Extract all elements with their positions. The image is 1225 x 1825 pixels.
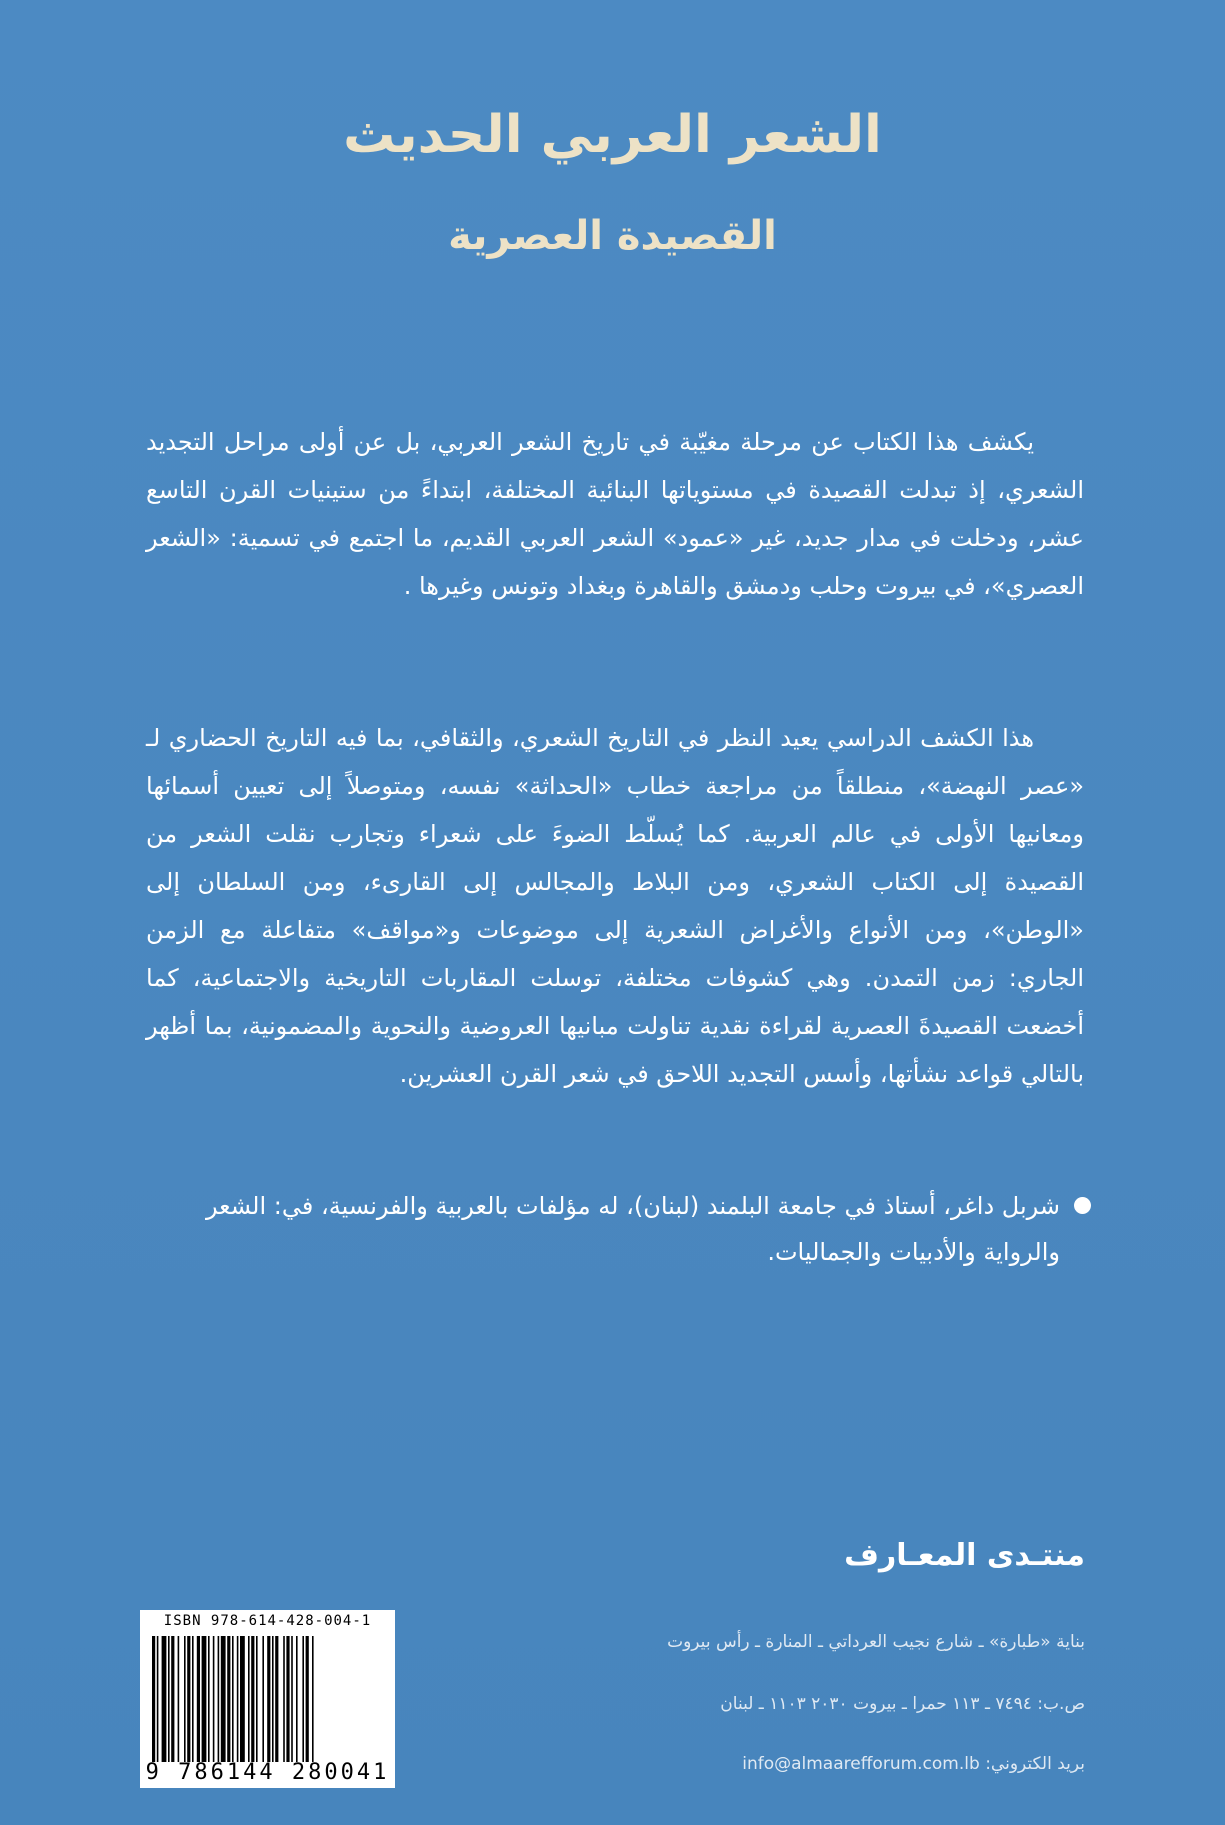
barcode-bar <box>275 1636 278 1762</box>
barcode-bar <box>178 1636 180 1762</box>
barcode-bar <box>152 1636 155 1762</box>
barcode-bar <box>248 1636 250 1762</box>
barcode-bars <box>152 1636 383 1762</box>
barcode-bar <box>240 1636 245 1762</box>
barcode-bar <box>262 1636 264 1762</box>
barcode-bar <box>251 1636 254 1762</box>
publisher-name: منتـدى المعـارف <box>844 1538 1085 1573</box>
barcode-bar <box>208 1636 210 1762</box>
publisher-address: بناية «طبارة» ـ شارع نجيب العرداتي ـ المنارة ـ رأس بيروت <box>667 1632 1085 1652</box>
barcode-bar <box>312 1636 314 1762</box>
barcode-bar <box>283 1636 285 1762</box>
barcode-bar <box>192 1636 194 1762</box>
blurb-paragraph-1: يكشف هذا الكتاب عن مرحلة مغيّبة في تاريخ الشعر العربي، بل عن أولى مراحل التجديد الشعري، إذ تبدلت القصيدة في مستوياتها البنائية المختلفة، ابتداءً من ستينيات القرن التاسع عشر، ودخلت في مدار جديد، غير «عمود» الشعر العربي القديم، ما اجتمع في تسمية: «الشعر العصري»، في بيروت وحلب ودمشق والقاهرة وبغداد وتونس وغيرها . <box>146 428 1084 600</box>
barcode-bar <box>256 1636 258 1762</box>
barcode-bar <box>296 1636 298 1762</box>
isbn-label: ISBN 978-614-428-004-1 <box>163 1613 372 1629</box>
isbn-barcode <box>140 1610 395 1788</box>
publisher-po-box: ص.ب: ٧٤٩٤ ـ ١١٣ حمرا ـ بيروت ٢٠٣٠ ١١٠٣ ـ لبنان <box>720 1694 1085 1714</box>
publisher-email-line <box>742 1754 1085 1774</box>
barcode-bar <box>272 1636 274 1762</box>
author-bio <box>146 1183 1091 1275</box>
barcode-bar <box>197 1636 200 1762</box>
barcode-bar <box>306 1636 309 1762</box>
barcode-bar <box>218 1636 220 1762</box>
barcode-digits: 9 786144 280041 <box>145 1760 390 1785</box>
email-address: info@almaarefforum.com.lb <box>742 1754 980 1774</box>
barcode-bar <box>291 1636 293 1762</box>
barcode-bar <box>184 1636 186 1762</box>
barcode-bar <box>267 1636 270 1762</box>
barcode-bar <box>213 1636 215 1762</box>
book-subtitle: القصيدة العصرية <box>448 213 777 259</box>
barcode-bar <box>168 1636 170 1762</box>
barcode-bar <box>162 1636 167 1762</box>
barcode-bar <box>286 1636 289 1762</box>
barcode-bar <box>157 1636 159 1762</box>
barcode-bar <box>227 1636 230 1762</box>
book-title: الشعر العربي الحديث <box>343 105 882 165</box>
blurb-paragraph-2: هذا الكشف الدراسي يعيد النظر في التاريخ الشعري، والثقافي، بما فيه التاريخ الحضاري لـ «عصر النهضة»، منطلقاً من مراجعة خطاب «الحداثة» نفسه، ومتوصلاً إلى تعيين أسمائها ومعانيها الأولى في عالم العربية. كما يُسلّط الضوءَ على شعراء وتجارب نقلت الشعر من القصيدة إلى الكتاب الشعري، ومن البلاط والمجالس إلى القارىء، ومن السلطان إلى «الوطن»، ومن الأنواع والأغراض الشعرية إلى موضوعات و«مواقف» متفاعلة مع الزمن الجاري: زمن التمدن. وهي كشوفات مختلفة، توسلت المقاربات التاريخية والاجتماعية، كما أخضعت القصيدةَ العصرية لقراءة نقدية تناولت مبانيها العروضية والنحوية والمضمونية، بما أظهر بالتالي قواعد نشأتها، وأسس التجديد اللاحق في شعر القرن العشرين. <box>146 724 1084 1088</box>
author-bio-text: شربل داغر، أستاذ في جامعة البلمند (لبنان)، له مؤلفات بالعربية والفرنسية، في: الشعر والرواية والأدبيات والجماليات. <box>205 1192 1060 1266</box>
bullet-icon <box>1074 1197 1091 1214</box>
barcode-bar <box>302 1636 304 1762</box>
email-label: بريد الكتروني: <box>985 1754 1085 1774</box>
barcode-bar <box>237 1636 239 1762</box>
barcode-bar <box>202 1636 207 1762</box>
barcode-bar <box>232 1636 234 1762</box>
barcode-bar <box>187 1636 190 1762</box>
barcode-bar <box>221 1636 226 1762</box>
barcode-bar <box>171 1636 174 1762</box>
